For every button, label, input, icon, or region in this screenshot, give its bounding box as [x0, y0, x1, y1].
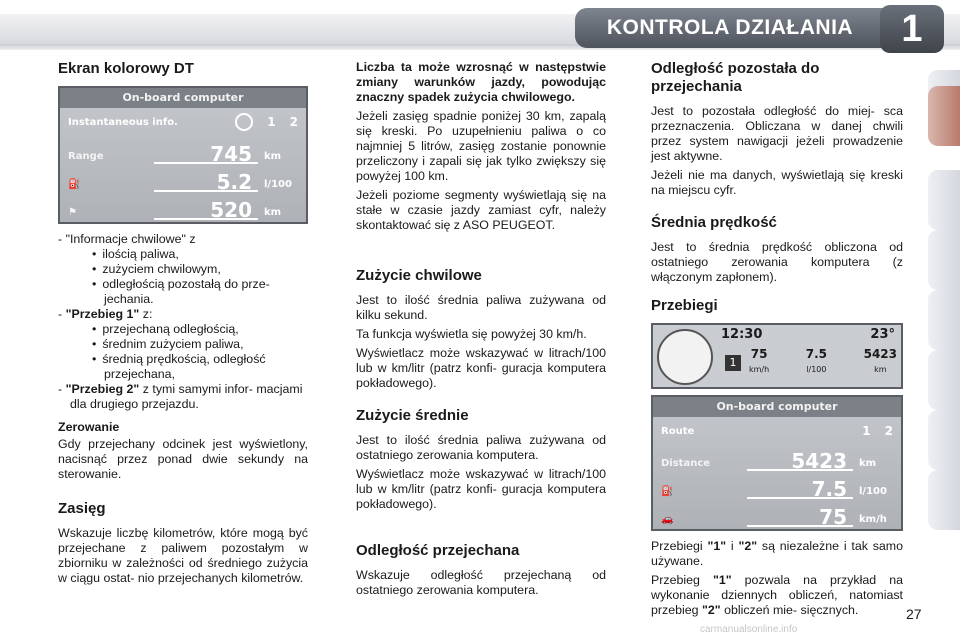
range-paragraph-2: Jeżeli poziome segmenty wyświetlają się na stałe w czasie jazdy zamiast cyfr, należy skontaktować się z ASO PEUGEOT.	[356, 188, 606, 232]
list-item-text: z tymi samymi infor- macjami dla drugiego przejazdu.	[70, 382, 303, 411]
range-text: Wskazuje liczbę kilometrów, które mogą być przejechane z paliwem pozostałym w zbiorniku w zależności od średniego zużycia w ciągu ostat- nio przejechanych kilometrów.	[58, 526, 308, 585]
sub-item: • zużyciem chwilowym,	[84, 262, 308, 277]
column-right	[651, 60, 903, 622]
range-heading: Zasięg	[58, 500, 106, 517]
consumption-value: 5.2	[154, 175, 258, 192]
thumb-tab[interactable]	[928, 470, 960, 530]
fuel-pump-icon: ⛽	[661, 486, 674, 497]
sub-list	[84, 322, 308, 382]
text: Przebieg	[651, 573, 713, 587]
text: obliczeń mie- sięcznych.	[720, 603, 859, 617]
trip2-label: "2"	[738, 539, 758, 553]
car-icon: 🚗	[661, 514, 674, 525]
instant-consumption-heading: Zużycie chwilowe	[356, 267, 482, 284]
trip-consumption-unit: l/100	[859, 486, 887, 497]
column-middle	[356, 60, 606, 602]
thumb-tab-active[interactable]	[928, 86, 960, 146]
thumb-tab[interactable]	[928, 410, 960, 470]
distance-unit: km	[264, 207, 282, 218]
sub-item: • średnim zużyciem paliwa,	[84, 337, 308, 352]
trip-indicator: 1	[725, 355, 741, 371]
trip2-label: "Przebieg 2"	[65, 382, 140, 396]
screen-title: On-board computer	[653, 397, 901, 417]
list-item-text: - "Informacje chwilowe" z	[58, 232, 196, 246]
dash-distance	[864, 347, 897, 377]
distance-value: 520	[154, 203, 258, 220]
dash-consumption	[806, 347, 827, 377]
speed-value: 75	[750, 347, 768, 361]
selector-1: 1	[862, 423, 871, 438]
selector-2: 2	[884, 423, 893, 438]
thumb-tab[interactable]	[928, 170, 960, 230]
range-label: Range	[68, 151, 104, 162]
remaining-paragraph-2: Jeżeli nie ma danych, wyświetlają się kreski na miejscu cyfr.	[651, 168, 903, 197]
trip1-label: "1"	[707, 539, 727, 553]
trip2-label: "2"	[701, 603, 721, 617]
trip-consumption-value: 7.5	[747, 482, 853, 499]
info-list	[58, 232, 308, 412]
trip-selector	[862, 424, 893, 439]
consumption-unit: l/100	[806, 365, 827, 374]
sub-item: • odległością pozostałą do prze- jechania.	[84, 277, 308, 307]
sub-item: • średnią prędkością, odległość przejechana,	[84, 352, 308, 382]
distance-label: Distance	[661, 458, 711, 469]
trip-speed-row	[661, 501, 893, 527]
section-heading-color-screen: Ekran kolorowy DT	[58, 60, 194, 77]
clock-time: 12:30	[721, 327, 763, 342]
chapter-thumb-index	[928, 70, 960, 550]
trip-speed-unit: km/h	[859, 514, 887, 525]
range-unit: km	[264, 151, 282, 162]
range-value: 745	[154, 147, 258, 164]
list-item	[58, 232, 308, 307]
instant-paragraph-1: Jest to ilość średnia paliwa zużywana od kilku sekund.	[356, 293, 606, 322]
thumb-tab[interactable]	[928, 290, 960, 350]
range-row	[68, 138, 298, 164]
trip-distance-value: 5423	[747, 454, 853, 471]
dash-values	[749, 347, 897, 377]
chapter-number: 1	[880, 5, 944, 53]
onboard-computer-screen	[58, 86, 308, 224]
trips-heading: Przebiegi	[651, 297, 718, 314]
consumption-row	[68, 166, 298, 192]
trip-speed-value: 75	[747, 510, 853, 527]
list-item	[58, 382, 308, 412]
screen-info-row	[68, 112, 298, 132]
column-left	[58, 60, 308, 590]
info-label: Instantaneous info.	[68, 116, 178, 128]
analog-gauge-icon	[657, 329, 713, 385]
sub-list	[84, 247, 308, 307]
instant-paragraph-3: Wyświetlacz może wskazywać w litrach/100 lub w km/litr (patrz konfi- guracja komputera pokładowego).	[356, 346, 606, 390]
speed-unit: km/h	[749, 365, 770, 374]
selector-2: 2	[289, 114, 298, 129]
thumb-tab[interactable]	[928, 230, 960, 290]
trips-paragraph-1	[651, 539, 903, 569]
info-gauge-icon	[235, 113, 253, 131]
route-label: Route	[661, 425, 695, 437]
list-dash: -	[58, 382, 66, 396]
thumb-tab[interactable]	[928, 350, 960, 410]
list-item-text: z:	[139, 307, 153, 321]
trip-consumption-row	[661, 473, 893, 499]
selector-1: 1	[267, 114, 276, 129]
average-speed-paragraph: Jest to średnia prędkość obliczona od ostatniego zerowania komputera (z włączonym zapłonem).	[651, 240, 903, 284]
reset-text: Gdy przejechany odcinek jest wyświetlony, nacisnąć przez ponad dwie sekundy na sterowanie.	[58, 437, 308, 481]
reset-heading: Zerowanie	[58, 420, 120, 434]
range-note-bold: Liczba ta może wzrosnąć w następstwie zmiany warunków jazdy, powodując znaczny spadek zużycia chwilowego.	[356, 60, 606, 104]
page-number: 27	[906, 606, 922, 622]
list-item	[58, 307, 308, 382]
range-paragraph-1: Jeżeli zasięg spadnie poniżej 30 km, zapalą się kreski. Po uzupełnieniu paliwa o co najmniej 5 litrów, zasięg zostanie ponownie przeliczony i zapali się jak tylko zwiększy się powyżej 100 km.	[356, 109, 606, 183]
consumption-value: 7.5	[805, 347, 828, 361]
route-row	[661, 421, 893, 441]
trip-distance-row	[661, 445, 893, 471]
text: Przebiegi	[651, 539, 708, 553]
sub-item: • przejechaną odległością,	[84, 322, 308, 337]
trip-distance-unit: km	[859, 458, 877, 469]
trip1-label: "1"	[712, 573, 732, 587]
remaining-distance-heading: Odległość pozostała do przejechania	[651, 60, 820, 95]
consumption-unit: l/100	[264, 179, 292, 190]
text: i	[726, 539, 739, 553]
list-dash: -	[58, 307, 66, 321]
sub-item: • ilością paliwa,	[84, 247, 308, 262]
fuel-pump-icon: ⛽	[68, 179, 81, 190]
text: pozwala na przykład na wykonanie dziennych obliczeń, natomiast przebieg	[651, 573, 903, 617]
instant-paragraph-2: Ta funkcja wyświetla się powyżej 30 km/h.	[356, 327, 587, 341]
trip-selector	[235, 113, 298, 131]
onboard-computer-trip-screen	[651, 395, 903, 531]
screen-title: On-board computer	[60, 88, 306, 108]
trip1-label: "Przebieg 1"	[65, 307, 140, 321]
average-paragraph-2: Wyświetlacz może wskazywać w litrach/100 lub w km/litr (patrz konfi- guracja komputera pokładowego).	[356, 467, 606, 511]
average-consumption-heading: Zużycie średnie	[356, 407, 469, 424]
average-speed-heading: Średnia prędkość	[651, 214, 777, 231]
dash-speed	[749, 347, 769, 377]
remaining-paragraph-1: Jest to pozostała odległość do miej- sca przeznaczenia. Obliczana w danej chwili przez system nawigacji jeżeli prowadzenie jest aktywne.	[651, 104, 903, 163]
distance-row	[68, 194, 298, 220]
distance-value: 5423	[863, 347, 897, 361]
text: są niezależne i tak samo używane.	[651, 539, 904, 568]
trips-paragraph-2	[651, 573, 903, 618]
outside-temperature: 23°	[870, 327, 895, 342]
chapter-title: KONTROLA DZIAŁANIA	[575, 8, 895, 48]
distance-travelled-heading: Odległość przejechana	[356, 542, 520, 559]
distance-paragraph: Wskazuje odległość przejechaną od ostatniego zerowania komputera.	[356, 568, 606, 597]
distance-unit: km	[874, 365, 887, 374]
flag-icon: ⚑	[68, 207, 77, 218]
instrument-panel-screen	[651, 323, 903, 389]
average-paragraph-1: Jest to ilość średnia paliwa zużywana od ostatniego zerowania komputera.	[356, 433, 606, 462]
watermark: carmanualsonline.info	[700, 624, 798, 635]
